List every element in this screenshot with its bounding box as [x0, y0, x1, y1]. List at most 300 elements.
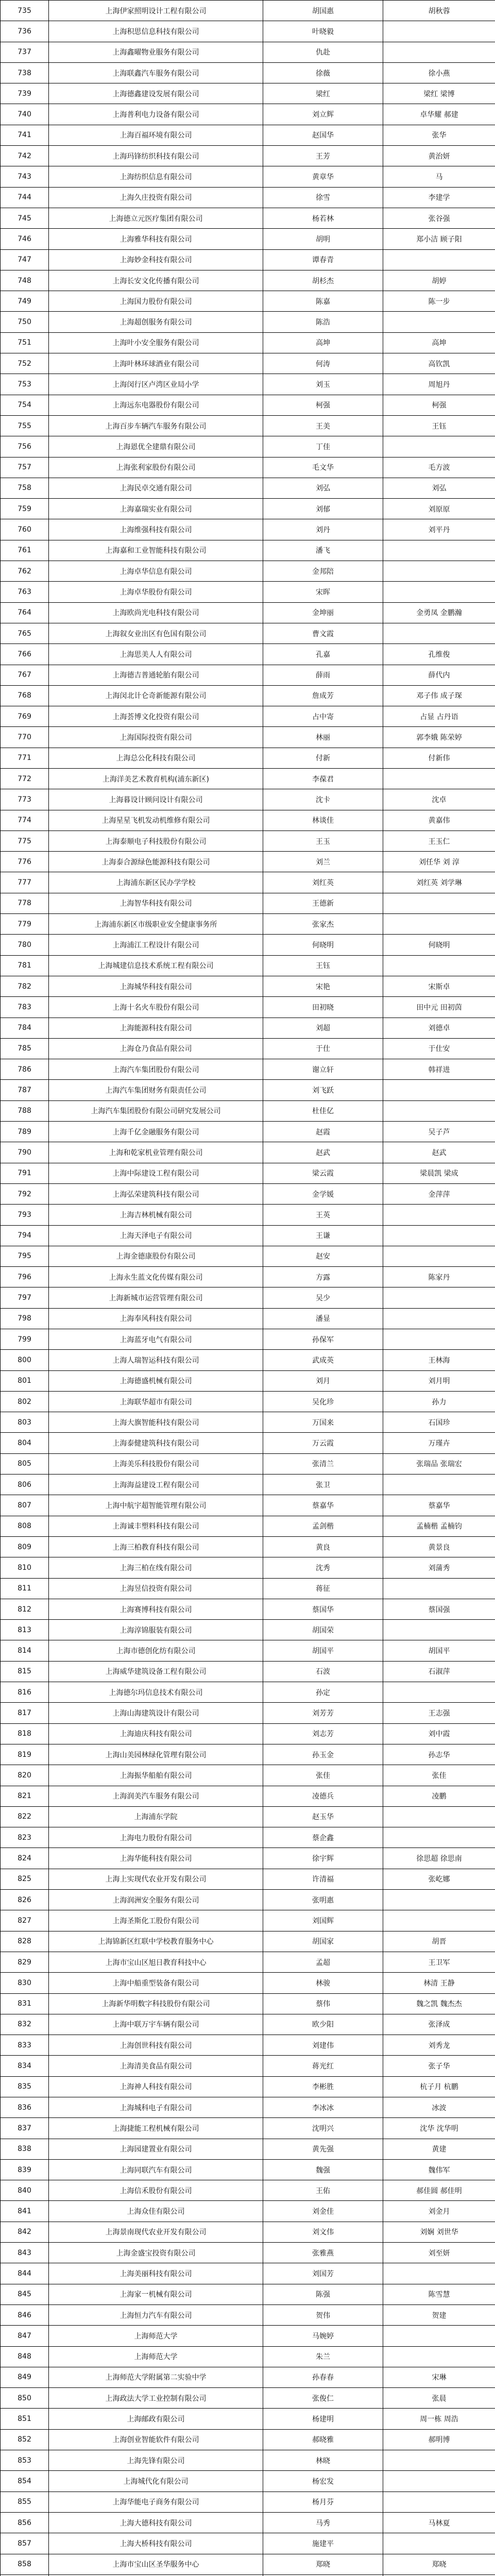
contact-name: 沈明兴 [263, 2118, 383, 2139]
company-name: 上海电力股份有限公司 [49, 1827, 263, 1848]
contact-name: 付新 [263, 748, 383, 768]
company-name: 上海创业智能软件有限公司 [49, 2429, 263, 2450]
row-number: 834 [1, 2056, 49, 2076]
company-name: 上海千亿金融服务有限公司 [49, 1122, 263, 1142]
company-name: 上海中联万宇车辆有限公司 [49, 2014, 263, 2035]
company-name: 上海先锋有限公司 [49, 2450, 263, 2471]
secondary-contact: 邓子伟 成子琛 [383, 685, 495, 706]
row-number: 821 [1, 1786, 49, 1806]
row-number: 813 [1, 1620, 49, 1640]
company-name: 上海天泽电子有限公司 [49, 1225, 263, 1246]
table-row [1, 2097, 495, 2117]
secondary-contact: 周旭丹 [383, 374, 495, 395]
row-number: 788 [1, 1100, 49, 1121]
secondary-contact [383, 1475, 495, 1495]
contact-name: 李冰冰 [263, 2097, 383, 2117]
row-number: 740 [1, 104, 49, 125]
contact-name: 林晓 [263, 2450, 383, 2471]
row-number: 827 [1, 1910, 49, 1931]
company-name: 上海大德科技有限公司 [49, 2512, 263, 2533]
contact-name: 黄先强 [263, 2139, 383, 2159]
secondary-contact: 金勇凤 金鹏瀚 [383, 602, 495, 623]
company-name: 上海雅华科技有限公司 [49, 229, 263, 249]
secondary-contact [383, 1827, 495, 1848]
row-number: 763 [1, 582, 49, 602]
table-row [1, 1910, 495, 1931]
table-row [1, 2450, 495, 2471]
secondary-contact: 梁红 梁博 [383, 83, 495, 104]
contact-name: 刘建伟 [263, 2035, 383, 2056]
company-name: 上海城科电子有限公司 [49, 2097, 263, 2117]
table-row [1, 1765, 495, 1786]
row-number: 856 [1, 2512, 49, 2533]
company-name: 上海永生蓝文化传媒有限公司 [49, 1267, 263, 1287]
contact-name: 刘兰 [263, 852, 383, 872]
secondary-contact: 郑晓 [383, 2554, 495, 2574]
secondary-contact: 刘德卓 [383, 1018, 495, 1038]
contact-name: 谢立轩 [263, 1059, 383, 1080]
table-row [1, 1952, 495, 1972]
row-number: 833 [1, 2035, 49, 2056]
table-row [1, 602, 495, 623]
table-row [1, 2284, 495, 2304]
table-row [1, 685, 495, 706]
contact-name: 张俊仁 [263, 2388, 383, 2409]
contact-name: 胡杉杰 [263, 270, 383, 291]
contact-name: 胡国家 [263, 1931, 383, 1952]
row-number: 792 [1, 1183, 49, 1204]
row-number: 769 [1, 706, 49, 727]
contact-name: 刘玉 [263, 374, 383, 395]
row-number: 787 [1, 1080, 49, 1100]
company-name: 上海汽车集团股份有限公司 [49, 1059, 263, 1080]
company-name: 上海普利电力设备有限公司 [49, 104, 263, 125]
table-row [1, 2346, 495, 2367]
contact-name: 刘志芳 [263, 1723, 383, 1744]
company-name: 上海维强科技有限公司 [49, 519, 263, 540]
table-row [1, 1246, 495, 1266]
secondary-contact: 李建学 [383, 187, 495, 208]
company-name: 上海浦东新区市级职业安全健康事务所 [49, 914, 263, 935]
contact-name: 仇赴 [263, 42, 383, 62]
table-row [1, 1620, 495, 1640]
row-number: 777 [1, 872, 49, 893]
company-name: 上海邮政有限公司 [49, 2409, 263, 2429]
contact-name: 贺伟 [263, 2304, 383, 2325]
company-name: 上海人瑞智运科技有限公司 [49, 1350, 263, 1370]
row-number: 835 [1, 2076, 49, 2097]
row-number: 829 [1, 1952, 49, 1972]
company-name: 上海奉风科技有限公司 [49, 1308, 263, 1329]
secondary-contact: 张华 [383, 125, 495, 145]
company-name: 上海创世科技有限公司 [49, 2035, 263, 2056]
contact-name: 石波 [263, 1661, 383, 1682]
company-name: 上海润洲安全服务有限公司 [49, 1890, 263, 1910]
row-number: 850 [1, 2388, 49, 2409]
row-number: 841 [1, 2201, 49, 2222]
secondary-contact: 陈家丹 [383, 1267, 495, 1287]
table-row [1, 2035, 495, 2056]
contact-name: 刘郁 [263, 499, 383, 519]
table-row [1, 146, 495, 166]
table-row [1, 1973, 495, 1993]
contact-name: 孙定 [263, 1682, 383, 1703]
secondary-contact [383, 1890, 495, 1910]
secondary-contact [383, 1806, 495, 1827]
company-name: 上海泰顺电子科技股份有限公司 [49, 831, 263, 851]
company-name: 上海卓华信息有限公司 [49, 561, 263, 582]
secondary-contact: 刘蒲秀 [383, 1557, 495, 1578]
row-number: 773 [1, 789, 49, 810]
company-name: 上海国际投资有限公司 [49, 727, 263, 748]
contact-name: 刘月 [263, 1370, 383, 1391]
company-name: 上海神人科技有限公司 [49, 2076, 263, 2097]
table-row [1, 1391, 495, 1412]
secondary-contact: 刘红英 刘学琳 [383, 872, 495, 893]
company-name: 上海金德康股份有限公司 [49, 1246, 263, 1266]
company-name: 上海叶小安全服务有限公司 [49, 332, 263, 353]
company-name: 上海暮设计顾问设计有限公司 [49, 789, 263, 810]
contact-name: 詹成芳 [263, 685, 383, 706]
company-name: 上海超创服务有限公司 [49, 312, 263, 332]
contact-name: 王佑 [263, 2180, 383, 2201]
secondary-contact: 薛代内 [383, 665, 495, 685]
company-name: 上海圣斯化工股份有限公司 [49, 1910, 263, 1931]
secondary-contact [383, 623, 495, 643]
company-name: 上海威华建筑设备工程有限公司 [49, 1661, 263, 1682]
secondary-contact: 黄建 [383, 2139, 495, 2159]
contact-name: 赵安 [263, 1246, 383, 1266]
company-name: 上海清美食品有限公司 [49, 2056, 263, 2076]
secondary-contact: 石淑萍 [383, 1661, 495, 1682]
company-name: 上海大桥科技有限公司 [49, 2533, 263, 2554]
contact-name: 张清兰 [263, 1453, 383, 1474]
contact-name: 张家杰 [263, 914, 383, 935]
secondary-contact: 郑小洁 顾子阳 [383, 229, 495, 249]
secondary-contact [383, 2492, 495, 2512]
table-row [1, 1163, 495, 1183]
table-row [1, 1433, 495, 1453]
company-name: 上海叙女业出区有色国有限公司 [49, 623, 263, 643]
row-number: 832 [1, 2014, 49, 2035]
contact-name: 胡明 [263, 229, 383, 249]
secondary-contact: 高坤 [383, 332, 495, 353]
secondary-contact [383, 1205, 495, 1225]
table-row [1, 2056, 495, 2076]
table-row [1, 1827, 495, 1848]
row-number: 791 [1, 1163, 49, 1183]
secondary-contact: 郝明博 [383, 2429, 495, 2450]
secondary-contact [383, 1287, 495, 1308]
secondary-contact [383, 768, 495, 789]
contact-name: 赵霞 [263, 1122, 383, 1142]
contact-name: 何晓明 [263, 935, 383, 955]
table-row [1, 2512, 495, 2533]
table-row [1, 1516, 495, 1536]
row-number: 826 [1, 1890, 49, 1910]
secondary-contact [383, 2533, 495, 2554]
table-row [1, 1225, 495, 1246]
contact-name: 王玉 [263, 831, 383, 851]
table-row [1, 1557, 495, 1578]
table-row [1, 2263, 495, 2284]
table-row [1, 852, 495, 872]
secondary-contact: 赵武 [383, 1142, 495, 1163]
contact-name: 潘飞 [263, 540, 383, 561]
secondary-contact: 张谷强 [383, 208, 495, 228]
table-row [1, 935, 495, 955]
table-row [1, 1453, 495, 1474]
company-name: 上海蓝牙电气有限公司 [49, 1329, 263, 1350]
table-row [1, 436, 495, 457]
contact-name: 胡国平 [263, 1640, 383, 1661]
secondary-contact [383, 1682, 495, 1703]
company-name: 上海师范大学 [49, 2346, 263, 2367]
company-name: 上海赛博科技有限公司 [49, 1599, 263, 1619]
table-row [1, 2388, 495, 2409]
row-number: 797 [1, 1287, 49, 1308]
row-number: 845 [1, 2284, 49, 2304]
contact-name: 蔡嘉华 [263, 1495, 383, 1516]
table-row [1, 2304, 495, 2325]
secondary-contact: 张佳 [383, 1765, 495, 1786]
row-number: 848 [1, 2346, 49, 2367]
contact-name: 武成英 [263, 1350, 383, 1370]
table-row [1, 395, 495, 415]
row-number: 803 [1, 1412, 49, 1433]
secondary-contact: 刘平丹 [383, 519, 495, 540]
table-row [1, 997, 495, 1018]
secondary-contact: 田中元 田初茵 [383, 997, 495, 1018]
secondary-contact: 郝佳圆 郝佳明 [383, 2180, 495, 2201]
table-row [1, 104, 495, 125]
secondary-contact: 胡婷 [383, 270, 495, 291]
contact-name: 孟剑楷 [263, 1516, 383, 1536]
contact-name: 沈卡 [263, 789, 383, 810]
secondary-contact: 刘原原 [383, 499, 495, 519]
company-name: 上海信禾股份有限公司 [49, 2180, 263, 2201]
table-row [1, 291, 495, 312]
company-name: 上海荟博文化投资有限公司 [49, 706, 263, 727]
contact-name: 魏强 [263, 2159, 383, 2180]
table-row [1, 976, 495, 996]
table-row [1, 2554, 495, 2574]
company-name: 上海新华明数字科技股份有限公司 [49, 1993, 263, 2014]
row-number: 741 [1, 125, 49, 145]
table-row [1, 1122, 495, 1142]
contact-name: 吴少 [263, 1287, 383, 1308]
row-number: 840 [1, 2180, 49, 2201]
company-name: 上海润美汽车服务有限公司 [49, 1786, 263, 1806]
secondary-contact: 张屹娜 [383, 1869, 495, 1889]
row-number: 746 [1, 229, 49, 249]
row-number: 771 [1, 748, 49, 768]
contact-name: 孙春春 [263, 2367, 383, 2387]
contact-name: 刘飞跃 [263, 1080, 383, 1100]
row-number: 842 [1, 2222, 49, 2242]
secondary-contact: 万瑾卉 [383, 1433, 495, 1453]
secondary-contact: 胡国平 [383, 1640, 495, 1661]
row-number: 816 [1, 1682, 49, 1703]
contact-name: 刘文伟 [263, 2222, 383, 2242]
contact-name: 刘弘 [263, 478, 383, 498]
row-number: 780 [1, 935, 49, 955]
company-name: 上海山海建筑设计有限公司 [49, 1703, 263, 1723]
company-name: 上海仓乃食品有限公司 [49, 1038, 263, 1059]
contact-name: 何涛 [263, 353, 383, 374]
secondary-contact: 马林夏 [383, 2512, 495, 2533]
contact-name: 宋艳 [263, 976, 383, 996]
company-name: 上海星星飞机发动机维修有限公司 [49, 810, 263, 831]
secondary-contact: 孟楠楷 孟楠钧 [383, 1516, 495, 1536]
contact-name: 叶晓毅 [263, 21, 383, 42]
company-name: 上海泰合源绿色能源科技有限公司 [49, 852, 263, 872]
company-name: 上海山美园林绿化管理有限公司 [49, 1744, 263, 1765]
secondary-contact: 胡晋 [383, 1931, 495, 1952]
contact-name: 朱兰 [263, 2346, 383, 2367]
table-row [1, 499, 495, 519]
company-name: 上海德盛机械有限公司 [49, 1370, 263, 1391]
table-row [1, 1370, 495, 1391]
company-name: 上海妙金科技有限公司 [49, 249, 263, 270]
row-number: 749 [1, 291, 49, 312]
row-number: 743 [1, 166, 49, 187]
secondary-contact: 于仕安 [383, 1038, 495, 1059]
company-name: 上海张利家股份有限公司 [49, 457, 263, 478]
company-name: 上海三柏教育科技有限公司 [49, 1536, 263, 1557]
secondary-contact: 沈卓 [383, 789, 495, 810]
row-number: 752 [1, 353, 49, 374]
secondary-contact [383, 2471, 495, 2492]
contact-name: 王英 [263, 1205, 383, 1225]
company-name: 上海伊家照明设计工程有限公司 [49, 1, 263, 21]
table-row [1, 1599, 495, 1619]
table-row [1, 2222, 495, 2242]
secondary-contact: 卓华耀 郝建 [383, 104, 495, 125]
row-number: 748 [1, 270, 49, 291]
table-row [1, 1682, 495, 1703]
company-name: 上海长安文化传播有限公司 [49, 270, 263, 291]
secondary-contact [383, 1620, 495, 1640]
company-name: 上海德尔玛信息技术有限公司 [49, 1682, 263, 1703]
row-number: 760 [1, 519, 49, 540]
company-name: 上海新城市运营管理有限公司 [49, 1287, 263, 1308]
table-row [1, 1267, 495, 1287]
table-row [1, 1412, 495, 1433]
row-number: 778 [1, 893, 49, 913]
row-number: 762 [1, 561, 49, 582]
secondary-contact: 孙力 [383, 1391, 495, 1412]
secondary-contact: 占显 占丹语 [383, 706, 495, 727]
row-number: 810 [1, 1557, 49, 1578]
company-name: 上海总公化科技有限公司 [49, 748, 263, 768]
table-row [1, 1142, 495, 1163]
row-number: 855 [1, 2492, 49, 2512]
secondary-contact: 张泽成 [383, 2014, 495, 2035]
secondary-contact [383, 893, 495, 913]
row-number: 761 [1, 540, 49, 561]
table-row [1, 415, 495, 436]
secondary-contact: 陈雪慧 [383, 2284, 495, 2304]
table-row [1, 1080, 495, 1100]
contact-name: 胡国荣 [263, 1620, 383, 1640]
secondary-contact: 冰波 [383, 2097, 495, 2117]
table-row [1, 1806, 495, 1827]
contact-name: 徐薇 [263, 62, 383, 83]
table-row [1, 2118, 495, 2139]
secondary-contact: 刘秀龙 [383, 2035, 495, 2056]
row-number: 828 [1, 1931, 49, 1952]
contact-name: 刘立辉 [263, 104, 383, 125]
contact-name: 林谈佳 [263, 810, 383, 831]
table-row [1, 623, 495, 643]
company-name: 上海浦东学院 [49, 1806, 263, 1827]
row-number: 776 [1, 852, 49, 872]
row-number: 858 [1, 2554, 49, 2574]
table-row [1, 582, 495, 602]
secondary-contact: 刘中霞 [383, 1723, 495, 1744]
contact-name: 宋晖 [263, 582, 383, 602]
company-name: 上海嘉和工业智能科技有限公司 [49, 540, 263, 561]
row-number: 790 [1, 1142, 49, 1163]
contact-name: 金邦陪 [263, 561, 383, 582]
row-number: 737 [1, 42, 49, 62]
table-row [1, 2471, 495, 2492]
contact-name: 张雅燕 [263, 2243, 383, 2263]
row-number: 745 [1, 208, 49, 228]
row-number: 759 [1, 499, 49, 519]
contact-name: 李葆君 [263, 768, 383, 789]
table-row [1, 1786, 495, 1806]
secondary-contact [383, 1100, 495, 1121]
secondary-contact [383, 582, 495, 602]
contact-name: 许清福 [263, 1869, 383, 1889]
company-name: 上海玛锋纺织科技有限公司 [49, 146, 263, 166]
table-row [1, 893, 495, 913]
secondary-contact [383, 436, 495, 457]
company-name: 上海众佳有限公司 [49, 2201, 263, 2222]
secondary-contact [383, 540, 495, 561]
contact-name: 刘金佳 [263, 2201, 383, 2222]
row-number: 806 [1, 1475, 49, 1495]
contact-name: 蔡国华 [263, 1599, 383, 1619]
row-number: 808 [1, 1516, 49, 1536]
table-row [1, 1848, 495, 1869]
table-row [1, 83, 495, 104]
row-number: 815 [1, 1661, 49, 1682]
row-number: 782 [1, 976, 49, 996]
row-number: 755 [1, 415, 49, 436]
contact-name: 王德新 [263, 893, 383, 913]
secondary-contact: 郭李娥 陈荣婷 [383, 727, 495, 748]
row-number: 801 [1, 1370, 49, 1391]
company-name: 上海市德创化纺有限公司 [49, 1640, 263, 1661]
secondary-contact [383, 1578, 495, 1599]
company-name: 上海城华科技有限公司 [49, 976, 263, 996]
contact-name: 王钰 [263, 955, 383, 976]
row-number: 739 [1, 83, 49, 104]
table-row [1, 21, 495, 42]
secondary-contact [383, 249, 495, 270]
table-row [1, 1059, 495, 1080]
contact-name: 蒋征 [263, 1578, 383, 1599]
table-row [1, 810, 495, 831]
row-number: 851 [1, 2409, 49, 2429]
contact-name: 方露 [263, 1267, 383, 1287]
table-row [1, 62, 495, 83]
company-name: 上海汽车集团股份有限公司研究发展公司 [49, 1100, 263, 1121]
table-row [1, 1350, 495, 1370]
